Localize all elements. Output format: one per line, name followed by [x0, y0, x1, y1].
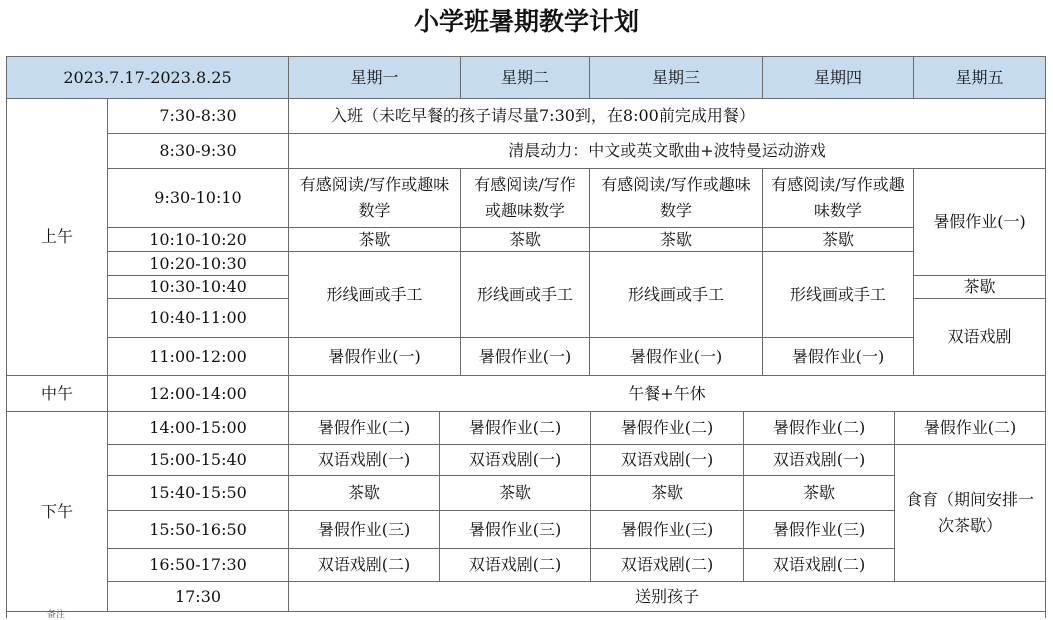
drama-cell: 双语戏剧	[913, 298, 1046, 376]
footer-notes-label: 备注	[47, 610, 66, 620]
time-slot: 10:30-10:40	[107, 275, 289, 299]
header-monday: 星期一	[288, 56, 461, 99]
morning-energy-cell: 清晨动力：中文或英文歌曲+波特曼运动游戏	[288, 133, 1046, 169]
drama-cell: 双语戏剧(二)	[743, 548, 895, 582]
time-slot: 15:40-15:50	[107, 475, 289, 511]
drama-cell: 双语戏剧(二)	[288, 548, 440, 582]
time-slot: 7:30-8:30	[107, 98, 289, 134]
time-slot: 9:30-10:10	[107, 168, 289, 228]
drawing-cell: 形线画或手工	[589, 251, 763, 338]
tea-break-cell: 茶歇	[589, 227, 763, 252]
period-afternoon: 下午	[6, 411, 108, 612]
homework-cell: 暑假作业(三)	[590, 510, 744, 549]
tea-break-cell: 茶歇	[590, 475, 744, 511]
page-title: 小学班暑期教学计划	[413, 7, 639, 36]
time-slot: 10:10-10:20	[107, 227, 289, 252]
homework-cell: 暑假作业(一)	[913, 168, 1046, 276]
time-slot: 16:50-17:30	[107, 548, 289, 582]
homework-cell: 暑假作业(三)	[439, 510, 591, 549]
time-slot: 12:00-14:00	[107, 375, 289, 412]
drawing-cell: 形线画或手工	[460, 251, 590, 338]
arrival-cell: 入班（未吃早餐的孩子请尽量7:30到，在8:00前完成用餐）	[288, 98, 1046, 134]
homework-cell: 暑假作业(二)	[439, 411, 591, 445]
food-education-cell: 食育（期间安排一次茶歇）	[894, 444, 1046, 582]
homework-cell: 暑假作业(二)	[288, 411, 440, 445]
header-thursday: 星期四	[762, 56, 914, 99]
homework-cell: 暑假作业(三)	[288, 510, 440, 549]
drawing-cell: 形线画或手工	[288, 251, 461, 338]
drama-cell: 双语戏剧(一)	[288, 444, 440, 476]
time-slot: 11:00-12:00	[107, 337, 289, 376]
drama-cell: 双语戏剧(二)	[439, 548, 591, 582]
tea-break-cell: 茶歇	[439, 475, 591, 511]
reading-cell: 有感阅读/写作或趣味数学	[589, 168, 763, 228]
drawing-cell: 形线画或手工	[762, 251, 914, 338]
reading-cell: 有感阅读/写作或趣味数学	[460, 168, 590, 228]
tea-break-cell: 茶歇	[762, 227, 914, 252]
homework-cell: 暑假作业(二)	[743, 411, 895, 445]
time-slot: 10:40-11:00	[107, 298, 289, 338]
homework-cell: 暑假作业(二)	[894, 411, 1046, 445]
header-friday: 星期五	[913, 56, 1046, 99]
drama-cell: 双语戏剧(一)	[590, 444, 744, 476]
drama-cell: 双语戏剧(二)	[590, 548, 744, 582]
homework-cell: 暑假作业(一)	[762, 337, 914, 376]
period-noon: 中午	[6, 375, 108, 412]
tea-break-cell: 茶歇	[743, 475, 895, 511]
reading-cell: 有感阅读/写作或趣味数学	[288, 168, 461, 228]
drama-cell: 双语戏剧(一)	[743, 444, 895, 476]
homework-cell: 暑假作业(一)	[589, 337, 763, 376]
homework-cell: 暑假作业(一)	[460, 337, 590, 376]
header-tuesday: 星期二	[460, 56, 590, 99]
footer-notes-row	[6, 611, 1046, 618]
period-morning: 上午	[6, 98, 108, 376]
tea-break-cell: 茶歇	[288, 475, 440, 511]
tea-break-cell: 茶歇	[460, 227, 590, 252]
reading-cell: 有感阅读/写作或趣味数学	[762, 168, 914, 228]
farewell-cell: 送别孩子	[288, 581, 1046, 612]
time-slot: 17:30	[107, 581, 289, 612]
homework-cell: 暑假作业(一)	[288, 337, 461, 376]
homework-cell: 暑假作业(二)	[590, 411, 744, 445]
homework-cell: 暑假作业(三)	[743, 510, 895, 549]
time-slot: 14:00-15:00	[107, 411, 289, 445]
time-slot: 15:50-16:50	[107, 510, 289, 549]
header-wednesday: 星期三	[589, 56, 763, 99]
drama-cell: 双语戏剧(一)	[439, 444, 591, 476]
tea-break-cell: 茶歇	[288, 227, 461, 252]
header-date-range: 2023.7.17-2023.8.25	[6, 56, 289, 99]
time-slot: 8:30-9:30	[107, 133, 289, 169]
tea-break-cell: 茶歇	[913, 275, 1046, 299]
time-slot: 10:20-10:30	[107, 251, 289, 276]
time-slot: 15:00-15:40	[107, 444, 289, 476]
lunch-cell: 午餐+午休	[288, 375, 1046, 412]
